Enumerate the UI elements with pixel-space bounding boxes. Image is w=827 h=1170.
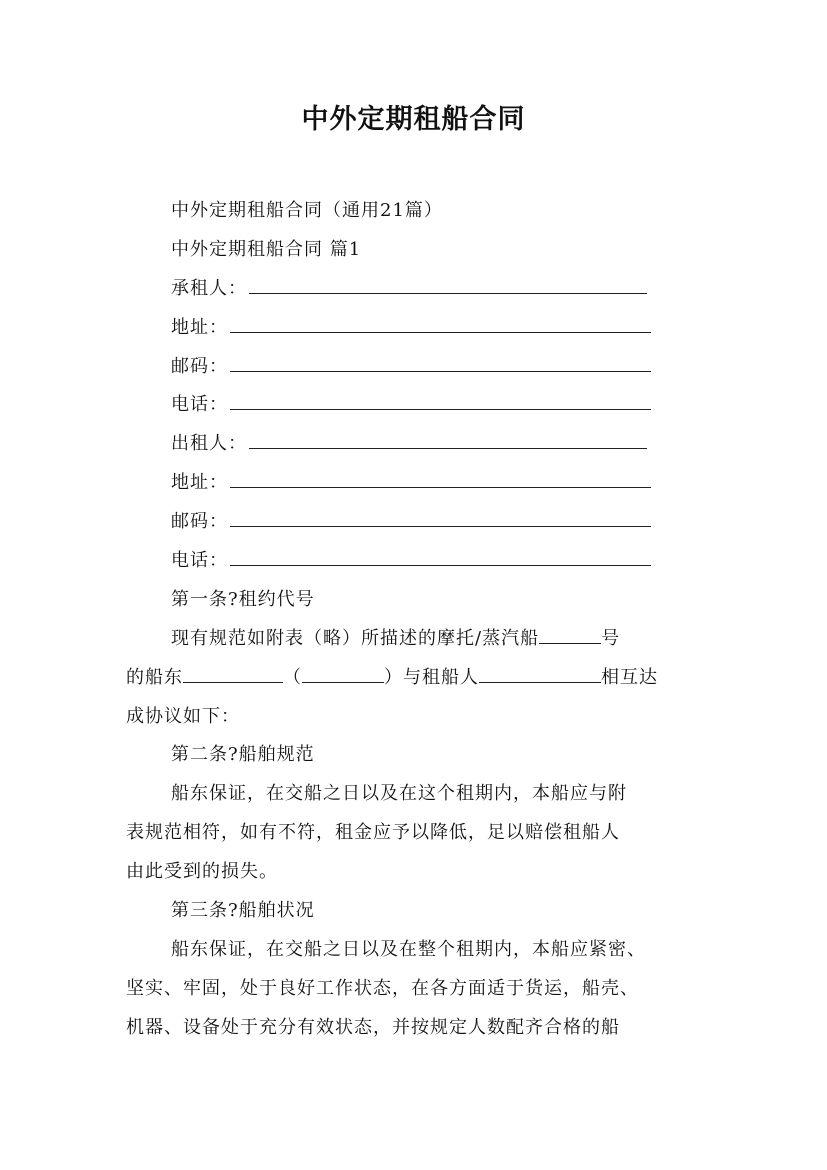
article-1-heading: 第一条?租约代号: [171, 588, 315, 610]
article-2-heading: 第二条?船舶规范: [171, 744, 315, 766]
lessor-postcode-field: [126, 503, 702, 542]
article-1-text-c: 的船东: [126, 666, 183, 688]
lessee-field: [126, 270, 702, 309]
lessee-phone-field: [126, 386, 702, 425]
lessee-address-label: 地址：: [171, 316, 228, 338]
lessee-label: 承租人：: [171, 277, 247, 299]
lessor-field: [126, 425, 702, 464]
article-1-line-2: [126, 659, 702, 698]
document-subtitle: 中外定期租船合同（通用21篇）: [171, 200, 443, 221]
lessee-blank: [249, 271, 647, 294]
lessor-address-label: 地址：: [171, 472, 228, 494]
lessee-address-blank: [230, 310, 651, 333]
article-2-line-3: 由此受到的损失。: [126, 861, 278, 883]
lessor-address-field: [126, 464, 702, 503]
lessor-phone-blank: [230, 543, 651, 566]
article-1-text-f: 相互达: [601, 666, 658, 688]
lessee-phone-label: 电话：: [171, 394, 228, 416]
document-body: [126, 192, 702, 1048]
article-1-line-1: [126, 620, 702, 659]
lessor-postcode-blank: [230, 504, 651, 527]
lessor-phone-field: [126, 542, 702, 581]
lessor-address-blank: [230, 465, 651, 488]
article-1-line-3: 成协议如下：: [126, 705, 240, 727]
lessor-postcode-label: 邮码：: [171, 511, 228, 533]
section-heading: 中外定期租船合同 篇1: [171, 238, 362, 260]
lessee-phone-blank: [230, 387, 651, 410]
article-3-line-1: 船东保证，在交船之日以及在整个租期内，本船应紧密、: [171, 938, 646, 960]
shipowner-blank: [183, 662, 283, 683]
article-1-text-e: ）与租船人: [384, 666, 479, 688]
lessee-postcode-blank: [230, 349, 651, 372]
article-1-text-a: 现有规范如附表（略）所描述的摩托/蒸汽船: [171, 627, 540, 649]
article-3-line-3: 机器、设备处于充分有效状态，并按规定人数配齐合格的船: [126, 1016, 620, 1038]
article-1-text-d: （: [283, 666, 302, 688]
document-title: 中外定期租船合同: [301, 104, 526, 135]
article-1-text-b: 号: [601, 627, 621, 649]
lessee-address-field: [126, 309, 702, 348]
article-3-heading: 第三条?船舶状况: [171, 900, 315, 922]
article-2-line-1: 船东保证，在交船之日以及在这个租期内，本船应与附: [171, 783, 627, 805]
lessor-label: 出租人：: [171, 433, 247, 455]
lessor-phone-label: 电话：: [171, 550, 228, 572]
shipowner-note-blank: [302, 662, 384, 683]
lessee-postcode-field: [126, 348, 702, 387]
charterer-blank: [479, 662, 601, 683]
article-3-line-2: 坚实、牢固，处于良好工作状态，在各方面适于货运，船壳、: [126, 977, 639, 999]
lessor-blank: [249, 426, 647, 449]
article-2-line-2: 表规范相符，如有不符，租金应予以降低，足以赔偿租船人: [126, 822, 620, 844]
lessee-postcode-label: 邮码：: [171, 355, 228, 377]
ship-name-blank: [539, 623, 601, 644]
